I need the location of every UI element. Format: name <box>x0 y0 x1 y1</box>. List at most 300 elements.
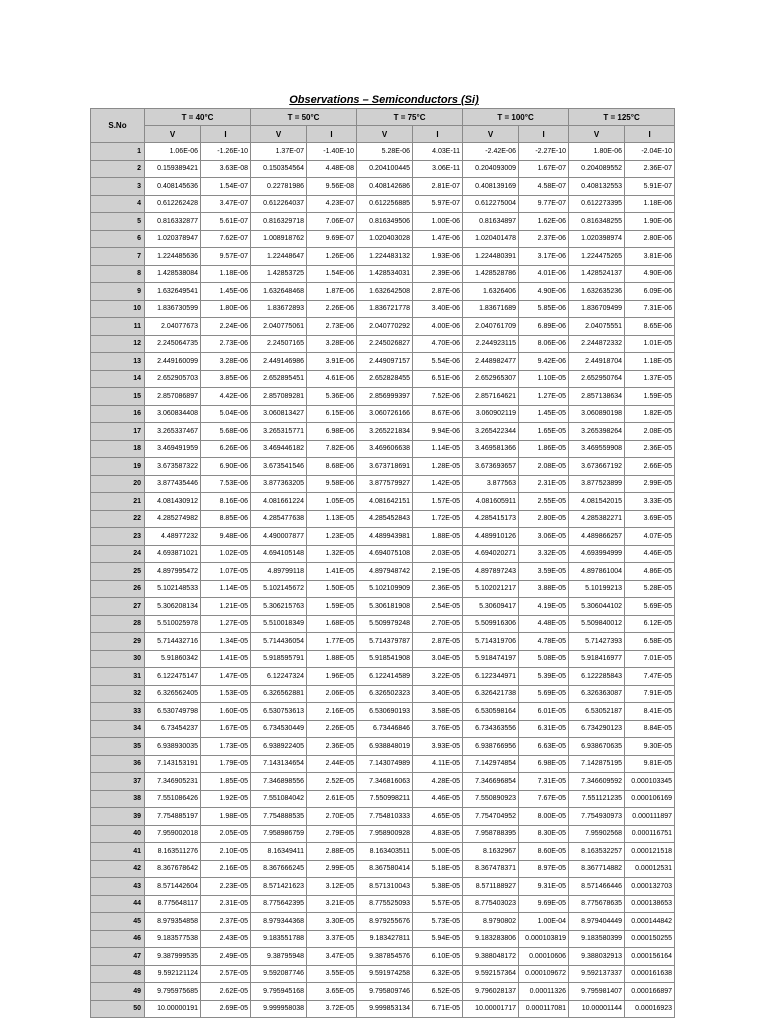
header-temp-50: T = 50°C <box>251 109 357 126</box>
table-row <box>91 178 675 196</box>
table-row <box>91 440 675 458</box>
cell-i-50: 2.26E-05 <box>307 720 357 738</box>
cell-v-100: 3.265422344 <box>463 423 519 441</box>
cell-v-125: 6.734290123 <box>569 720 625 738</box>
table-row <box>91 808 675 826</box>
cell-v-75: 3.469606638 <box>357 440 413 458</box>
cell-i-40: 3.28E-06 <box>201 353 251 371</box>
header-v: V <box>251 126 307 143</box>
cell-sno: 45 <box>91 913 145 931</box>
cell-i-125: 6.09E-06 <box>625 283 675 301</box>
cell-i-75: 3.22E-05 <box>413 668 463 686</box>
cell-i-100: 3.32E-05 <box>519 545 569 563</box>
cell-i-100: 8.30E-05 <box>519 825 569 843</box>
cell-sno: 34 <box>91 720 145 738</box>
cell-v-75: 6.122414589 <box>357 668 413 686</box>
cell-v-50: 1.008918762 <box>251 230 307 248</box>
table-row <box>91 685 675 703</box>
cell-v-100: 6.326421738 <box>463 685 519 703</box>
cell-v-50: 0.150354564 <box>251 160 307 178</box>
cell-v-75: 9.387854576 <box>357 948 413 966</box>
cell-i-100: 9.77E-07 <box>519 195 569 213</box>
cell-sno: 14 <box>91 370 145 388</box>
cell-sno: 1 <box>91 143 145 161</box>
cell-v-40: 7.754885197 <box>145 808 201 826</box>
cell-v-40: 3.673587322 <box>145 458 201 476</box>
cell-v-100: 3.673693657 <box>463 458 519 476</box>
cell-i-100: 3.17E-06 <box>519 248 569 266</box>
cell-sno: 24 <box>91 545 145 563</box>
cell-v-40: 7.143153191 <box>145 755 201 773</box>
cell-v-50: 4.285477638 <box>251 510 307 528</box>
cell-sno: 32 <box>91 685 145 703</box>
cell-i-50: 1.50E-05 <box>307 580 357 598</box>
cell-v-50: 7.551084042 <box>251 790 307 808</box>
cell-v-40: 1.06E-06 <box>145 143 201 161</box>
cell-v-100: 3.060902119 <box>463 405 519 423</box>
cell-v-125: 0.612273395 <box>569 195 625 213</box>
table-row <box>91 545 675 563</box>
cell-v-125: 6.326363087 <box>569 685 625 703</box>
cell-i-50: 2.99E-05 <box>307 860 357 878</box>
cell-v-125: 7.551121235 <box>569 790 625 808</box>
cell-sno: 33 <box>91 703 145 721</box>
cell-v-50: 1.22448647 <box>251 248 307 266</box>
table-row <box>91 738 675 756</box>
cell-v-125: 5.918416977 <box>569 650 625 668</box>
cell-v-50: 7.958986759 <box>251 825 307 843</box>
cell-i-125: 0.000138653 <box>625 895 675 913</box>
cell-v-125: 9.592137337 <box>569 965 625 983</box>
cell-i-75: 6.71E-05 <box>413 1000 463 1018</box>
cell-i-125: 5.69E-05 <box>625 598 675 616</box>
cell-v-100: 0.81634897 <box>463 213 519 231</box>
cell-i-125: 0.000116751 <box>625 825 675 843</box>
cell-i-40: 1.41E-05 <box>201 650 251 668</box>
cell-i-125: 7.47E-05 <box>625 668 675 686</box>
cell-i-40: 1.07E-05 <box>201 563 251 581</box>
cell-v-75: 9.795809746 <box>357 983 413 1001</box>
observations-table <box>90 108 675 1018</box>
cell-v-40: 8.979354858 <box>145 913 201 931</box>
cell-v-50: 9.38795948 <box>251 948 307 966</box>
header-v: V <box>357 126 413 143</box>
cell-v-40: 2.04077673 <box>145 318 201 336</box>
cell-v-40: 0.408145636 <box>145 178 201 196</box>
cell-v-125: 4.081542015 <box>569 493 625 511</box>
cell-i-100: 3.59E-05 <box>519 563 569 581</box>
cell-v-125: 3.469559908 <box>569 440 625 458</box>
cell-sno: 44 <box>91 895 145 913</box>
cell-v-75: 7.550998211 <box>357 790 413 808</box>
cell-i-40: 1.14E-05 <box>201 580 251 598</box>
cell-i-50: -1.40E-10 <box>307 143 357 161</box>
cell-i-100: 1.00E-04 <box>519 913 569 931</box>
cell-sno: 11 <box>91 318 145 336</box>
cell-sno: 7 <box>91 248 145 266</box>
header-i: I <box>307 126 357 143</box>
header-v: V <box>569 126 625 143</box>
cell-i-75: 5.38E-05 <box>413 878 463 896</box>
cell-v-75: 3.060726166 <box>357 405 413 423</box>
table-row <box>91 773 675 791</box>
cell-v-100: 3.469581366 <box>463 440 519 458</box>
cell-i-50: 8.68E-06 <box>307 458 357 476</box>
cell-i-100: 4.58E-07 <box>519 178 569 196</box>
cell-i-50: 9.56E-08 <box>307 178 357 196</box>
cell-i-75: 4.28E-05 <box>413 773 463 791</box>
cell-i-75: 1.72E-05 <box>413 510 463 528</box>
cell-v-75: 2.652828455 <box>357 370 413 388</box>
cell-i-50: 2.88E-05 <box>307 843 357 861</box>
cell-i-50: 2.79E-05 <box>307 825 357 843</box>
cell-i-75: 1.57E-05 <box>413 493 463 511</box>
cell-i-100: 2.55E-05 <box>519 493 569 511</box>
cell-v-100: 10.00001717 <box>463 1000 519 1018</box>
cell-sno: 13 <box>91 353 145 371</box>
cell-i-50: 1.59E-05 <box>307 598 357 616</box>
cell-i-50: 3.72E-05 <box>307 1000 357 1018</box>
cell-sno: 36 <box>91 755 145 773</box>
cell-v-100: 4.285415173 <box>463 510 519 528</box>
cell-i-75: 2.70E-05 <box>413 615 463 633</box>
cell-v-100: 9.796028137 <box>463 983 519 1001</box>
cell-i-125: 2.08E-05 <box>625 423 675 441</box>
cell-sno: 25 <box>91 563 145 581</box>
cell-i-100: 8.60E-05 <box>519 843 569 861</box>
cell-i-100: 3.06E-05 <box>519 528 569 546</box>
cell-v-125: 9.183580399 <box>569 930 625 948</box>
cell-i-50: 2.36E-05 <box>307 738 357 756</box>
cell-v-100: 2.040761709 <box>463 318 519 336</box>
cell-i-125: 3.81E-06 <box>625 248 675 266</box>
cell-v-100: 6.734363556 <box>463 720 519 738</box>
cell-i-125: 0.000156164 <box>625 948 675 966</box>
cell-sno: 35 <box>91 738 145 756</box>
cell-i-40: 7.53E-06 <box>201 475 251 493</box>
cell-sno: 31 <box>91 668 145 686</box>
cell-i-75: 4.65E-05 <box>413 808 463 826</box>
cell-i-50: 1.23E-05 <box>307 528 357 546</box>
table-row <box>91 528 675 546</box>
cell-v-75: 7.958900928 <box>357 825 413 843</box>
cell-sno: 16 <box>91 405 145 423</box>
cell-v-40: 4.48977232 <box>145 528 201 546</box>
cell-v-40: 6.122475147 <box>145 668 201 686</box>
cell-i-75: 4.11E-05 <box>413 755 463 773</box>
cell-v-40: 3.265337467 <box>145 423 201 441</box>
cell-v-100: 0.612275004 <box>463 195 519 213</box>
cell-v-100: 8.367478371 <box>463 860 519 878</box>
cell-v-40: 8.367678642 <box>145 860 201 878</box>
cell-v-125: 2.857138634 <box>569 388 625 406</box>
cell-v-75: 6.326502323 <box>357 685 413 703</box>
cell-v-50: 8.571421623 <box>251 878 307 896</box>
cell-i-50: 6.15E-06 <box>307 405 357 423</box>
cell-i-100: 9.69E-05 <box>519 895 569 913</box>
cell-i-40: 6.90E-06 <box>201 458 251 476</box>
cell-v-40: 2.652905703 <box>145 370 201 388</box>
cell-sno: 3 <box>91 178 145 196</box>
table-row <box>91 143 675 161</box>
cell-i-75: 2.54E-05 <box>413 598 463 616</box>
cell-i-75: 3.40E-06 <box>413 300 463 318</box>
cell-v-100: 6.938766956 <box>463 738 519 756</box>
cell-sno: 41 <box>91 843 145 861</box>
cell-i-40: 3.47E-07 <box>201 195 251 213</box>
cell-v-75: 1.428534031 <box>357 265 413 283</box>
cell-i-40: 2.43E-05 <box>201 930 251 948</box>
header-row-temperatures <box>91 109 675 126</box>
cell-v-40: 5.510025978 <box>145 615 201 633</box>
cell-v-50: 2.449146986 <box>251 353 307 371</box>
cell-i-125: 9.81E-05 <box>625 755 675 773</box>
cell-i-40: 1.34E-05 <box>201 633 251 651</box>
cell-i-125: 1.82E-05 <box>625 405 675 423</box>
cell-v-125: 1.80E-06 <box>569 143 625 161</box>
cell-v-125: 6.53052187 <box>569 703 625 721</box>
cell-v-50: 6.734530449 <box>251 720 307 738</box>
cell-i-40: -1.26E-10 <box>201 143 251 161</box>
table-row <box>91 248 675 266</box>
cell-v-75: 5.28E-06 <box>357 143 413 161</box>
cell-i-75: 2.81E-07 <box>413 178 463 196</box>
cell-i-50: 7.82E-06 <box>307 440 357 458</box>
cell-v-40: 8.775648117 <box>145 895 201 913</box>
cell-v-100: 2.857164621 <box>463 388 519 406</box>
cell-v-75: 0.612256885 <box>357 195 413 213</box>
cell-v-40: 9.592121124 <box>145 965 201 983</box>
cell-v-50: 9.592087746 <box>251 965 307 983</box>
cell-v-125: 1.224475265 <box>569 248 625 266</box>
cell-v-100: 2.652965307 <box>463 370 519 388</box>
cell-sno: 18 <box>91 440 145 458</box>
cell-i-125: 2.99E-05 <box>625 475 675 493</box>
cell-v-40: 9.795975685 <box>145 983 201 1001</box>
cell-i-75: 2.87E-05 <box>413 633 463 651</box>
cell-v-125: 9.795981407 <box>569 983 625 1001</box>
table-row <box>91 510 675 528</box>
cell-i-75: 4.03E-11 <box>413 143 463 161</box>
cell-i-40: 2.73E-06 <box>201 335 251 353</box>
cell-v-125: 1.020398974 <box>569 230 625 248</box>
cell-v-50: 6.530753613 <box>251 703 307 721</box>
cell-v-50: 9.795945168 <box>251 983 307 1001</box>
cell-v-40: 6.938930035 <box>145 738 201 756</box>
cell-v-125: 4.285382271 <box>569 510 625 528</box>
cell-v-125: 0.408132553 <box>569 178 625 196</box>
cell-i-40: 2.24E-06 <box>201 318 251 336</box>
cell-i-125: 1.59E-05 <box>625 388 675 406</box>
header-temp-125: T = 125°C <box>569 109 675 126</box>
cell-sno: 2 <box>91 160 145 178</box>
cell-sno: 19 <box>91 458 145 476</box>
cell-v-100: 5.918474197 <box>463 650 519 668</box>
cell-i-50: 3.12E-05 <box>307 878 357 896</box>
cell-v-125: 7.95902568 <box>569 825 625 843</box>
cell-v-100: 0.408139169 <box>463 178 519 196</box>
cell-v-50: 3.877363205 <box>251 475 307 493</box>
cell-v-50: 9.183551788 <box>251 930 307 948</box>
cell-sno: 29 <box>91 633 145 651</box>
cell-v-100: 1.428528786 <box>463 265 519 283</box>
cell-v-50: 7.754888535 <box>251 808 307 826</box>
cell-i-75: 4.83E-05 <box>413 825 463 843</box>
cell-v-125: 7.754930973 <box>569 808 625 826</box>
cell-v-125: 7.346609592 <box>569 773 625 791</box>
cell-i-100: 1.10E-05 <box>519 370 569 388</box>
cell-i-50: 3.55E-05 <box>307 965 357 983</box>
cell-v-75: 6.530690193 <box>357 703 413 721</box>
cell-i-125: 0.000111897 <box>625 808 675 826</box>
cell-v-75: 1.632642508 <box>357 283 413 301</box>
cell-sno: 23 <box>91 528 145 546</box>
cell-i-100: 8.97E-05 <box>519 860 569 878</box>
cell-i-40: 1.02E-05 <box>201 545 251 563</box>
cell-i-50: 2.26E-06 <box>307 300 357 318</box>
cell-sno: 4 <box>91 195 145 213</box>
table-row <box>91 860 675 878</box>
cell-i-40: 5.61E-07 <box>201 213 251 231</box>
cell-sno: 39 <box>91 808 145 826</box>
cell-i-125: 7.91E-05 <box>625 685 675 703</box>
cell-v-50: 5.306215763 <box>251 598 307 616</box>
cell-i-50: 2.61E-05 <box>307 790 357 808</box>
cell-i-50: 9.58E-06 <box>307 475 357 493</box>
cell-i-40: 1.85E-05 <box>201 773 251 791</box>
cell-v-75: 2.856999397 <box>357 388 413 406</box>
cell-i-100: 2.37E-06 <box>519 230 569 248</box>
cell-i-40: 1.54E-07 <box>201 178 251 196</box>
cell-v-75: 5.714379787 <box>357 633 413 651</box>
cell-i-100: 4.90E-06 <box>519 283 569 301</box>
cell-i-75: 4.70E-06 <box>413 335 463 353</box>
cell-i-40: 8.85E-06 <box>201 510 251 528</box>
cell-i-100: 9.31E-05 <box>519 878 569 896</box>
cell-v-40: 10.00000191 <box>145 1000 201 1018</box>
cell-i-100: 5.85E-06 <box>519 300 569 318</box>
cell-v-125: 5.509840012 <box>569 615 625 633</box>
cell-v-75: 2.245026827 <box>357 335 413 353</box>
cell-i-125: 2.80E-06 <box>625 230 675 248</box>
cell-v-125: 6.122285843 <box>569 668 625 686</box>
table-row <box>91 195 675 213</box>
table-row <box>91 615 675 633</box>
cell-i-40: 1.98E-05 <box>201 808 251 826</box>
cell-i-75: 3.76E-05 <box>413 720 463 738</box>
cell-v-100: 1.6326406 <box>463 283 519 301</box>
cell-i-100: -2.27E-10 <box>519 143 569 161</box>
cell-i-100: 1.62E-06 <box>519 213 569 231</box>
cell-i-100: 7.31E-05 <box>519 773 569 791</box>
cell-i-75: 7.52E-06 <box>413 388 463 406</box>
cell-v-50: 2.24507165 <box>251 335 307 353</box>
table-row <box>91 405 675 423</box>
table-row <box>91 563 675 581</box>
header-i: I <box>519 126 569 143</box>
cell-i-40: 4.42E-06 <box>201 388 251 406</box>
cell-i-75: 4.46E-05 <box>413 790 463 808</box>
cell-i-75: 8.67E-06 <box>413 405 463 423</box>
cell-v-40: 5.91860342 <box>145 650 201 668</box>
cell-v-40: 6.530749798 <box>145 703 201 721</box>
cell-v-50: 3.060813427 <box>251 405 307 423</box>
cell-v-50: 4.081661224 <box>251 493 307 511</box>
cell-i-50: 1.77E-05 <box>307 633 357 651</box>
cell-i-75: 3.40E-05 <box>413 685 463 703</box>
cell-v-75: 3.265221834 <box>357 423 413 441</box>
header-v: V <box>145 126 201 143</box>
cell-v-40: 9.387999535 <box>145 948 201 966</box>
cell-v-75: 4.489943981 <box>357 528 413 546</box>
cell-v-100: 9.183283806 <box>463 930 519 948</box>
cell-i-75: 5.97E-07 <box>413 195 463 213</box>
cell-v-40: 3.877435446 <box>145 475 201 493</box>
cell-v-75: 8.163403511 <box>357 843 413 861</box>
cell-i-50: 2.16E-05 <box>307 703 357 721</box>
cell-v-50: 1.83672893 <box>251 300 307 318</box>
cell-i-50: 1.54E-06 <box>307 265 357 283</box>
cell-v-40: 0.816332877 <box>145 213 201 231</box>
cell-i-75: 1.93E-06 <box>413 248 463 266</box>
cell-v-40: 1.020378947 <box>145 230 201 248</box>
cell-i-75: 6.51E-06 <box>413 370 463 388</box>
cell-v-75: 8.775525093 <box>357 895 413 913</box>
header-row-vi <box>91 126 675 143</box>
cell-i-40: 1.73E-05 <box>201 738 251 756</box>
cell-v-40: 1.632649541 <box>145 283 201 301</box>
cell-i-125: 8.84E-05 <box>625 720 675 738</box>
cell-i-50: 5.36E-06 <box>307 388 357 406</box>
cell-sno: 6 <box>91 230 145 248</box>
cell-v-125: 6.938670635 <box>569 738 625 756</box>
cell-v-50: 3.265315771 <box>251 423 307 441</box>
cell-i-40: 2.31E-05 <box>201 895 251 913</box>
cell-i-50: 3.30E-05 <box>307 913 357 931</box>
cell-v-50: 0.612264037 <box>251 195 307 213</box>
cell-v-50: 9.999958038 <box>251 1000 307 1018</box>
cell-v-40: 7.346905231 <box>145 773 201 791</box>
table-row <box>91 160 675 178</box>
cell-i-100: 2.31E-05 <box>519 475 569 493</box>
cell-i-40: 1.27E-05 <box>201 615 251 633</box>
cell-i-75: 1.42E-05 <box>413 475 463 493</box>
cell-i-100: 1.86E-05 <box>519 440 569 458</box>
cell-i-125: 3.69E-05 <box>625 510 675 528</box>
table-row <box>91 633 675 651</box>
cell-v-75: 8.571310043 <box>357 878 413 896</box>
cell-v-40: 4.693871021 <box>145 545 201 563</box>
cell-v-50: 4.694105148 <box>251 545 307 563</box>
cell-v-100: 8.1632967 <box>463 843 519 861</box>
cell-i-100: 0.00010606 <box>519 948 569 966</box>
cell-v-100: 3.877563 <box>463 475 519 493</box>
cell-v-75: 7.754810333 <box>357 808 413 826</box>
table-row <box>91 300 675 318</box>
cell-i-40: 2.69E-05 <box>201 1000 251 1018</box>
table-row <box>91 458 675 476</box>
cell-i-40: 2.62E-05 <box>201 983 251 1001</box>
cell-i-40: 1.21E-05 <box>201 598 251 616</box>
cell-i-100: 6.98E-05 <box>519 755 569 773</box>
cell-i-40: 2.05E-05 <box>201 825 251 843</box>
cell-v-100: 2.244923115 <box>463 335 519 353</box>
cell-v-50: 1.632648468 <box>251 283 307 301</box>
cell-i-75: 6.10E-05 <box>413 948 463 966</box>
cell-v-125: 3.265398264 <box>569 423 625 441</box>
cell-v-125: 0.816348255 <box>569 213 625 231</box>
cell-v-50: 0.22781986 <box>251 178 307 196</box>
